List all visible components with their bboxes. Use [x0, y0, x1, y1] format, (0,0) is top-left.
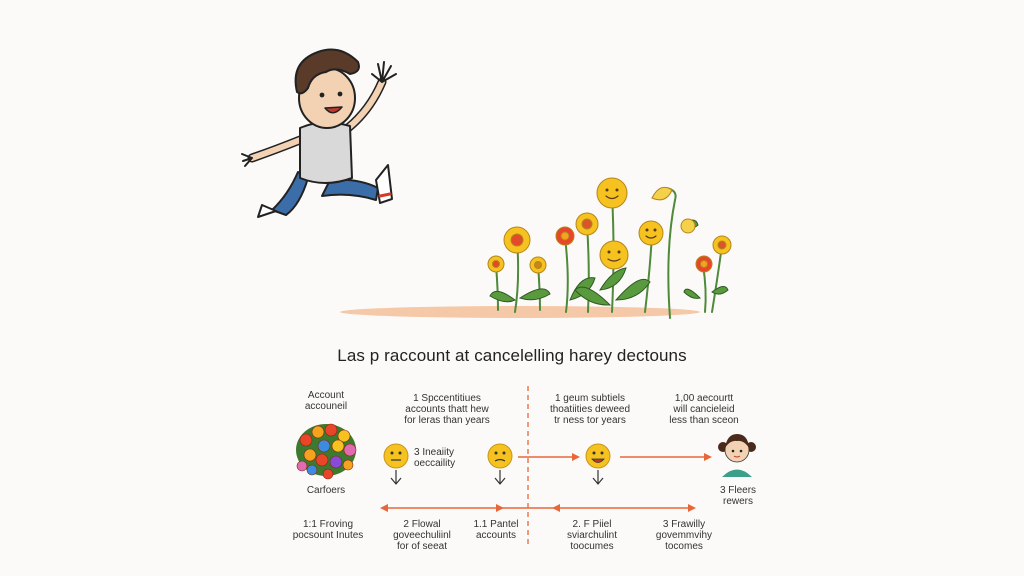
column-heading: 1 Spccentitiues accounts thatt hew for leras than years: [404, 393, 490, 426]
flower-cluster-illustration: [488, 178, 731, 318]
bottom-label: 2. F Piiel sviarchulint toocumes: [566, 519, 618, 552]
diagram-title: Las p raccount at cancelelling harey dectouns: [337, 346, 687, 365]
column-heading: 1 geum subtiels thoatiities deweed tr ness tor years: [549, 393, 631, 426]
emoji-face-icon: [384, 444, 408, 468]
item-label: 3 Fleers rewers: [719, 485, 757, 507]
bottom-label: 2 Flowal goveechuliinl for of seeat: [393, 519, 451, 552]
bottom-label: 1.1 Pantel accounts: [473, 519, 519, 541]
item-label: 3 Ineaiity oeccaility: [414, 447, 456, 469]
bottom-label: 3 Frawilly govemmvihy tocomes: [655, 519, 713, 552]
column-heading: Account accouneil: [304, 390, 348, 412]
bottom-label: 1:1 Froving pocsount Inutes: [292, 519, 364, 541]
column-heading: 1,00 aecourtt will cancieleid less than sceon: [669, 393, 739, 426]
running-boy-illustration: [242, 50, 396, 217]
flower-bouquet-icon: [296, 424, 356, 479]
emoji-face-icon: [586, 444, 610, 468]
girl-avatar-icon: [718, 434, 756, 477]
item-label: Carfoers: [306, 485, 346, 496]
